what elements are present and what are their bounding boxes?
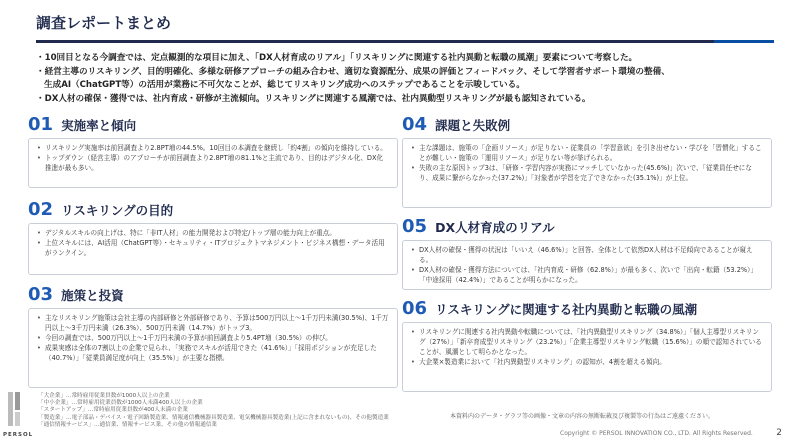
bullet-item: • DX人材の確保・獲得の状況は「いいえ（46.6%）」と回答、全体として依然DX人材は不足傾向であることが窺える。 — [411, 245, 763, 265]
bullet-item: • 大企業×製造業において「社内異動型リスキリング」の認知が、4割を超える傾向。 — [411, 357, 763, 367]
bullet-item: • 成果実感は全体の7割以上の企業で見られ、「実務でスキルが活用できた（41.6%）」「採用ポジションが充足した（40.7%）」「従業員満足度が向上（35.5%）」が主要な指標。 — [37, 343, 389, 363]
section-card — [402, 138, 772, 208]
section-number: 01 — [28, 114, 54, 135]
section-02 — [28, 199, 398, 275]
section-06 — [402, 298, 772, 392]
copy-notice: 本資料内のデータ・グラフ等の画像・文章の内容の無断転載及び複製等の行為はご遠慮ください。 — [450, 413, 715, 420]
footnote-line: 「製造業」…電子部品・デバイス・電子回路製造業、情報通信機械器具製造業、電気機械器具製造業(上記に含まれないもの)、その他製造業 — [38, 414, 389, 421]
section-title: リスキリングに関連する社内異動と転職の風潮 — [435, 302, 698, 317]
persol-logo-mark — [4, 390, 26, 430]
section-number: 02 — [28, 199, 54, 220]
bullet-item: • リスキリング実施率は前回調査より2.8PT増の44.5%。10回目の本調査を継続し「約4割」の傾向を維持している。 — [37, 143, 389, 153]
section-card — [402, 322, 772, 392]
bullet-item: • 上位スキルには、AI活用（ChatGPT等）・セキュリティ・ITプロジェクトマネジメント・ビジネス構想・データ活用がランクイン。 — [37, 238, 389, 258]
bullet-item: • 主な課題は、施策の「企画リソース」が足りない・従業員の「学習意欲」を引き出せない・学びを「習慣化」することが難しい・施策の「運用リソース」が足りない等が挙げられる。 — [411, 143, 763, 163]
section-number: 06 — [402, 298, 428, 319]
section-card — [28, 308, 398, 388]
section-04 — [402, 114, 772, 208]
summary-line: ・経営主導のリスキリング、目的明確化、多様な研修アプローチの組み合わせ、適切な資源配分、成果の評価とフィードバック、そして学習者サポート環境の整備、 — [36, 66, 670, 77]
section-card — [28, 138, 398, 188]
bullet-item: • 今回の調査では、500万円以上〜1千万円未満の予算が前回調査より5.4PT増（30.5%）の伸び。 — [37, 333, 389, 343]
persol-logo-text: PERSOL — [3, 432, 34, 438]
section-title: DX人材育成のリアル — [435, 220, 555, 235]
footnote-line: 「大企業」…常時雇用従業員数が1000人以上の企業 — [38, 393, 170, 399]
section-title: リスキリングの目的 — [61, 203, 174, 218]
section-title: 課題と失敗例 — [435, 118, 511, 133]
copyright: Copyright © PERSOL INNOVATION CO., LTD. All Rights Reserved. — [560, 430, 753, 437]
section-card — [402, 240, 772, 290]
section-05 — [402, 216, 772, 290]
summary-line: ・DX人材の確保・獲得では、社内育成・研修が主流傾向。リスキリングに関連する風潮では、社内異動型リスキリングが最も認知されている。 — [36, 93, 591, 104]
section-number: 04 — [402, 114, 428, 135]
footnote-line: 「通信情報サービス」…通信業、情報サービス業、その他の情報通信業 — [38, 421, 218, 428]
section-01 — [28, 114, 398, 188]
title-divider — [36, 40, 774, 43]
summary-line: 生成AI（ChatGPT等）の活用が業務に不可欠なことが、総じてリスキリング成功へのステップであることを示唆している。 — [44, 80, 525, 90]
title-divider-accent — [714, 40, 774, 43]
footnote-line: 「スタートアップ」…常時雇用従業員数が400人未満の企業 — [38, 407, 188, 414]
footnote-line: 「中小企業」…常時雇用従業員数が1000人未満400人以上の企業 — [38, 400, 203, 407]
section-number: 05 — [402, 216, 428, 237]
summary-line: ・10回目となる今調査では、定点観測的な項目に加え、「DX人材育成のリアル」「リスキリングに関連する社内異動と転職の風潮」要素について考察した。 — [36, 53, 638, 63]
section-title: 実施率と傾向 — [61, 118, 137, 133]
section-card — [28, 223, 398, 275]
bullet-item: • DX人材の確保・獲得方法については、「社内育成・研修（62.8%）」が最も多く、次いで「出向・転籍（53.2%）」「中途採用（42.4%）」であることが明らかになった。 — [411, 265, 763, 285]
page-number: 2 — [776, 428, 782, 438]
summary-block — [36, 52, 776, 106]
bullet-item: • 主なリスキリング施策は会社主導の内部研修と外部研修であり、予算は500万円以上〜1千万円未満(30.5%)、1千万円以上〜3千万円未満（26.3%）、500万円未満（14.7%）がトップ3。 — [37, 313, 389, 333]
page-title: 調査レポートまとめ — [36, 14, 172, 32]
bullet-item: • リスキリングに関連する社内異動や転職については、「社内異動型リスキリング（34.8%）」「個人主導型リスキリング（27%）」「新卒育成型リスキリング（23.2%）」「企業主導型リスキリング転職（15.6%）」の順で認知されていることが、風潮として明らかとなった。 — [411, 327, 763, 357]
section-03 — [28, 284, 398, 388]
section-title: 施策と投資 — [61, 288, 124, 303]
footnotes — [38, 393, 389, 429]
bullet-item: • トップダウン（経営主導）のアプローチが前回調査より2.8PT増の81.1%と主流であり、目的はデジタル化、DX化推進が最も多い。 — [37, 153, 389, 173]
section-number: 03 — [28, 284, 54, 305]
bullet-item: • 失敗の主な原因トップ3は、「研修・学習内容が実務にマッチしていなかった(45.6%)」次いで、「従業員任せになり、成果に繋がらなかった(37.2%)」「対象者が学習を完了できなかった(35.1%)」が上位。 — [411, 163, 763, 183]
bullet-item: • デジタルスキルの向上げは、特に「非IT人材」の能力開発および特定/トップ層の能力向上が重点。 — [37, 228, 389, 238]
